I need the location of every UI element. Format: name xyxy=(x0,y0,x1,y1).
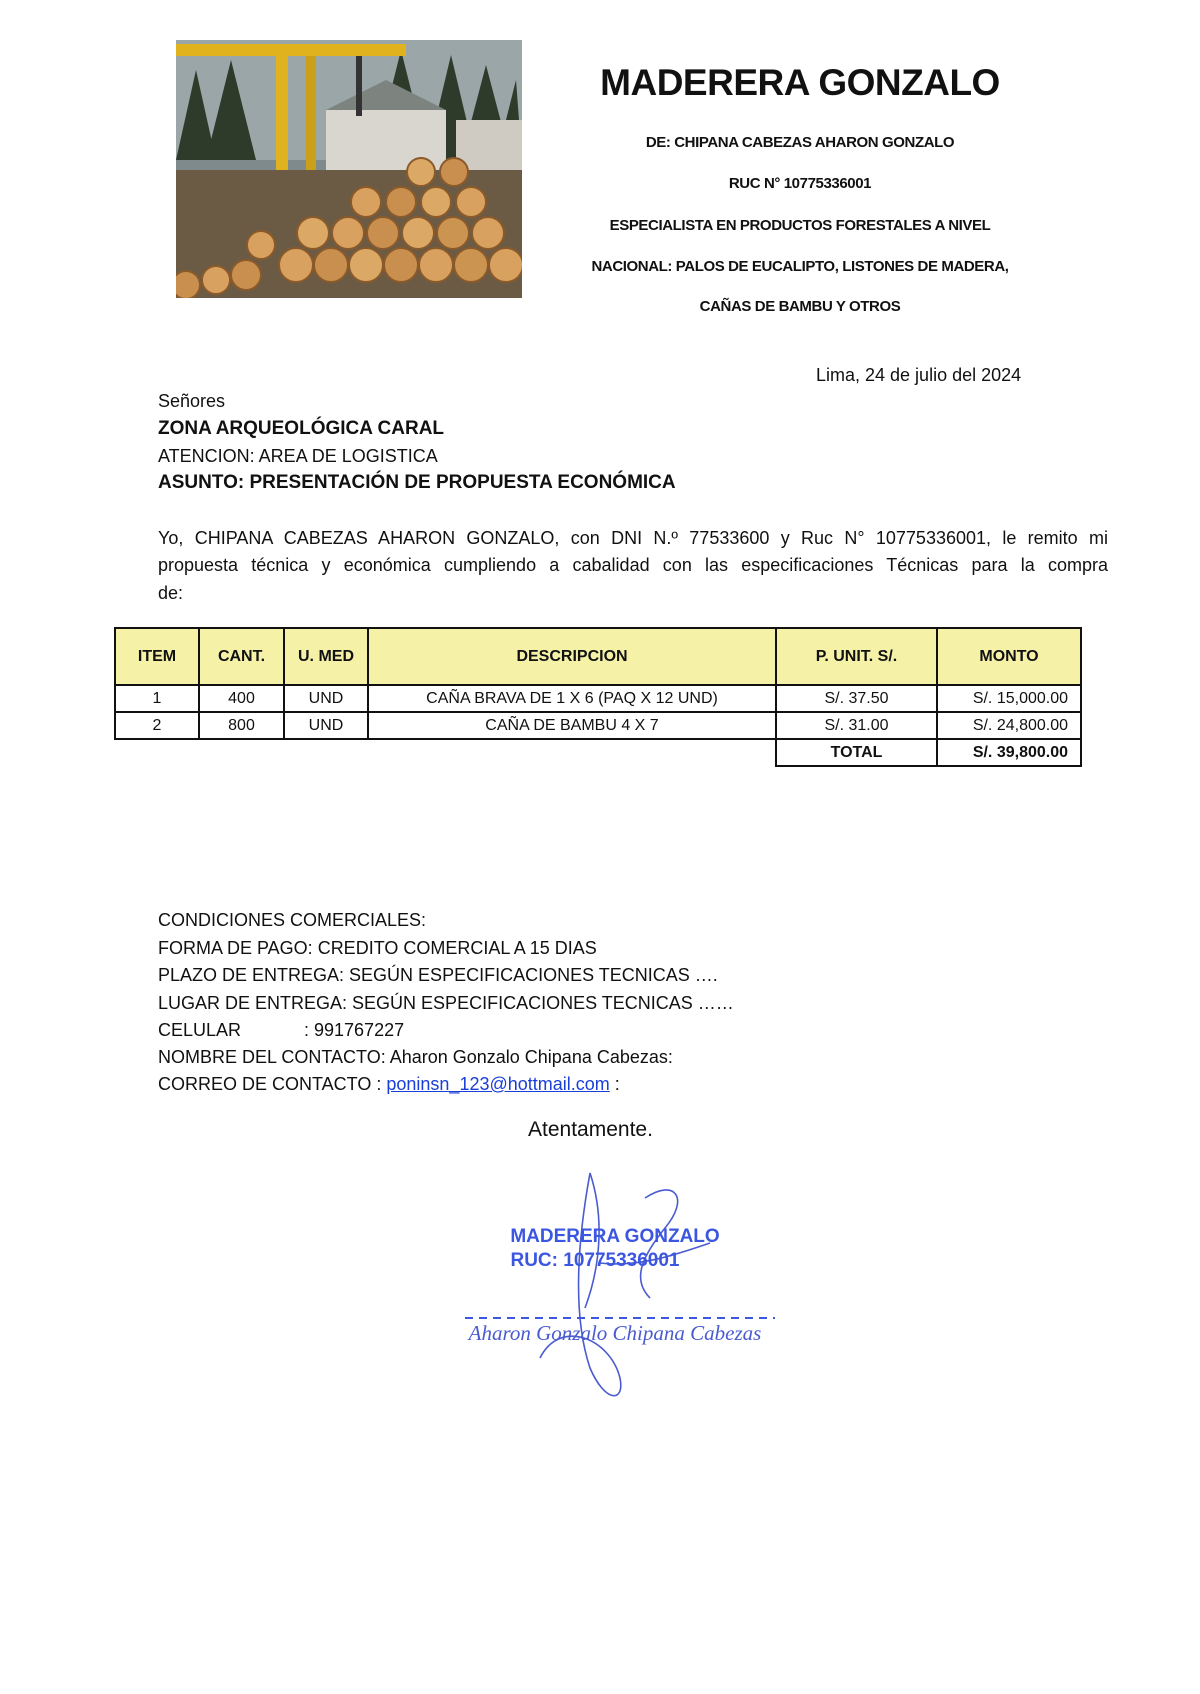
table-row xyxy=(115,712,1081,739)
salutation: Señores xyxy=(158,391,226,411)
cell-unit-price: S/. 31.00 xyxy=(776,712,937,739)
stamp-line-3: Aharon Gonzalo Chipana Cabezas xyxy=(468,1321,762,1345)
company-stamp-signature xyxy=(440,1168,810,1408)
condition-payment: FORMA DE PAGO: CREDITO COMERCIAL A 15 DIAS xyxy=(158,938,597,958)
cell-amount: S/. 24,800.00 xyxy=(937,712,1081,739)
recipient: ZONA ARQUEOLÓGICA CARAL xyxy=(158,418,445,439)
header-specialty-1: ESPECIALISTA EN PRODUCTOS FORESTALES A NIVEL xyxy=(609,217,991,234)
total-label: TOTAL xyxy=(776,739,937,766)
col-header-description: DESCRIPCION xyxy=(368,628,776,685)
cell-item: 2 xyxy=(115,712,199,739)
body-line-1: Yo, CHIPANA CABEZAS AHARON GONZALO, con DNI N.º 77533600 y Ruc N° 10775336001, le remito mi xyxy=(158,528,1108,548)
items-table xyxy=(114,627,1082,767)
col-header-qty: CANT. xyxy=(199,628,284,685)
cell-label: CELULAR xyxy=(158,1020,242,1040)
letter-date: Lima, 24 de julio del 2024 xyxy=(816,365,1022,385)
header-from: DE: CHIPANA CABEZAS AHARON GONZALO xyxy=(645,134,955,151)
condition-delivery-place: LUGAR DE ENTREGA: SEGÚN ESPECIFICACIONES TECNICAS …… xyxy=(158,993,734,1013)
body-line-3: de: xyxy=(158,583,184,603)
table-total-row xyxy=(115,739,1081,766)
cell-unit: UND xyxy=(284,712,368,739)
cell-qty: 400 xyxy=(199,685,284,712)
table-header-row xyxy=(115,628,1081,685)
header-specialty-2: NACIONAL: PALOS DE EUCALIPTO, LISTONES DE MADERA, xyxy=(591,258,1009,275)
table-row xyxy=(115,685,1081,712)
stamp-line-2: RUC: 10775336001 xyxy=(510,1250,680,1271)
attention: ATENCION: AREA DE LOGISTICA xyxy=(158,446,438,466)
body-line-2: propuesta técnica y económica cumpliendo a cabalidad con las especificaciones Técnicas para la compra xyxy=(158,555,1108,575)
cell-qty: 800 xyxy=(199,712,284,739)
col-header-unit: U. MED xyxy=(284,628,368,685)
cell-unit-price: S/. 37.50 xyxy=(776,685,937,712)
closing: Atentamente. xyxy=(528,1118,653,1141)
cell-description: CAÑA DE BAMBU 4 X 7 xyxy=(368,712,776,739)
cell-value: : 991767227 xyxy=(304,1020,405,1040)
condition-contact-name: NOMBRE DEL CONTACTO: Aharon Gonzalo Chipana Cabezas: xyxy=(158,1047,673,1067)
cell-unit: UND xyxy=(284,685,368,712)
col-header-unit-price: P. UNIT. S/. xyxy=(776,628,937,685)
email-label: CORREO DE CONTACTO : xyxy=(158,1074,382,1094)
cell-description: CAÑA BRAVA DE 1 X 6 (PAQ X 12 UND) xyxy=(368,685,776,712)
lumber-yard-photo xyxy=(176,40,522,298)
stamp-line-1: MADERERA GONZALO xyxy=(510,1226,720,1247)
conditions-title: CONDICIONES COMERCIALES: xyxy=(158,910,427,930)
email-suffix: : xyxy=(614,1074,620,1094)
header-specialty-3: CAÑAS DE BAMBU Y OTROS xyxy=(699,298,901,315)
subject: ASUNTO: PRESENTACIÓN DE PROPUESTA ECONÓMICA xyxy=(158,472,676,493)
col-header-item: ITEM xyxy=(115,628,199,685)
cell-item: 1 xyxy=(115,685,199,712)
total-value: S/. 39,800.00 xyxy=(937,739,1081,766)
condition-delivery-time: PLAZO DE ENTREGA: SEGÚN ESPECIFICACIONES TECNICAS …. xyxy=(158,965,718,985)
condition-email xyxy=(158,1074,620,1095)
header-ruc: RUC N° 10775336001 xyxy=(728,175,872,192)
condition-cell xyxy=(158,1020,405,1041)
col-header-amount: MONTO xyxy=(937,628,1081,685)
cell-amount: S/. 15,000.00 xyxy=(937,685,1081,712)
company-name: MADERERA GONZALO xyxy=(600,62,1000,103)
email-link[interactable]: poninsn_123@hottmail.com xyxy=(386,1074,610,1094)
